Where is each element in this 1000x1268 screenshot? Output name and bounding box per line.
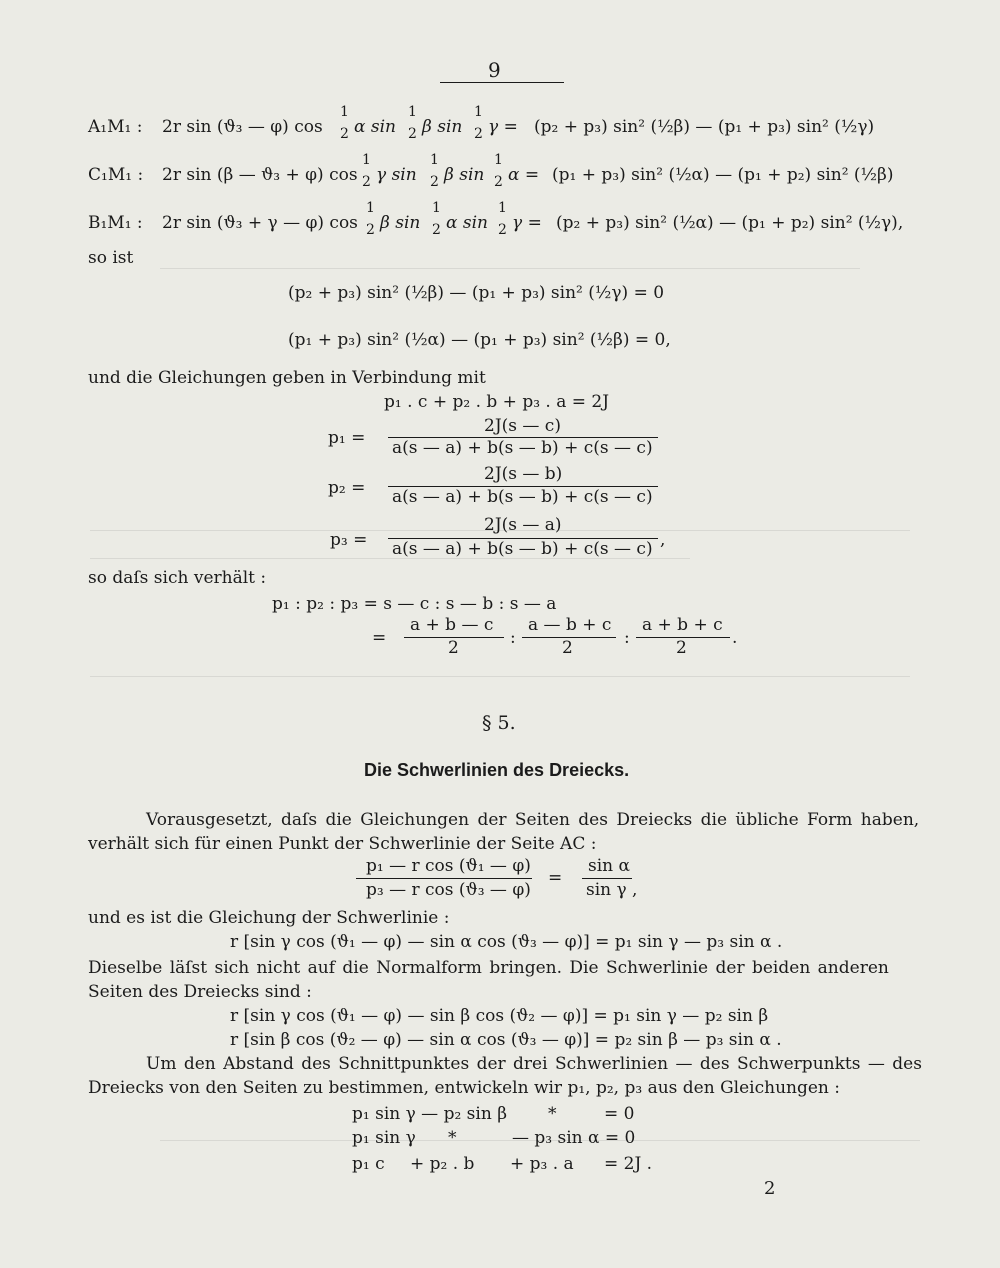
equation-schwerlinie-3: r [sin β cos (ϑ₂ — φ) — sin α cos (ϑ₃ — φ)] = p₂ sin β — p₃ sin α .: [230, 1030, 782, 1050]
eq-rhs: (p₂ + p₃) sin² (½α) — (p₁ + p₂) sin² (½γ),: [556, 213, 904, 233]
eq-term: β sin: [380, 213, 421, 233]
equation-schwerlinie: r [sin γ cos (ϑ₁ — φ) — sin α cos (ϑ₃ — φ)] = p₁ sin γ — p₃ sin α .: [230, 932, 783, 952]
signature-mark: 2: [764, 1178, 776, 1199]
eq-label: A₁M₁ :: [88, 117, 143, 137]
eq-lhs: p₂ =: [328, 478, 366, 498]
frac-den: 2: [408, 126, 417, 142]
eq-tail: .: [732, 628, 738, 648]
equation-schwerlinie-2: r [sin γ cos (ϑ₁ — φ) — sin β cos (ϑ₂ — φ)] = p₁ sin γ — p₂ sin β: [230, 1006, 769, 1026]
page-number: 9: [488, 58, 501, 82]
frac-num: 1: [362, 152, 371, 168]
frac-num: 1: [432, 200, 441, 216]
eq-lhs: p₃ =: [330, 530, 368, 550]
eq-term: β sin: [422, 117, 463, 137]
frac-den: 2: [430, 174, 439, 190]
system-term: + p₂ . b: [410, 1154, 475, 1174]
system-term: p₁ sin γ — p₂ sin β: [352, 1104, 508, 1124]
equation-zero-1: (p₂ + p₃) sin² (½β) — (p₁ + p₃) sin² (½γ) = 0: [288, 283, 665, 303]
ratio-colon: :: [624, 628, 630, 648]
eq-rhs: (p₂ + p₃) sin² (½β) — (p₁ + p₃) sin² (½γ): [534, 117, 875, 137]
fraction-bar: [582, 878, 632, 879]
eq-rhs: (p₁ + p₃) sin² (½α) — (p₁ + p₂) sin² (½β): [552, 165, 894, 185]
paragraph-line: Um den Abstand des Schnittpunktes der drei Schwerlinien — des Schwerpunkts — des: [146, 1054, 922, 1074]
frac-num: 1: [494, 152, 503, 168]
frac-num: 1: [340, 104, 349, 120]
text-und-es-ist: und es ist die Gleichung der Schwerlinie :: [88, 908, 450, 928]
text-so-dass: so daſs sich verhält :: [88, 568, 267, 588]
eq-lhs: 2r sin (β — ϑ₃ + φ) cos: [162, 165, 358, 185]
frac-den: 2: [432, 222, 441, 238]
system-term: p₁ sin γ: [352, 1128, 416, 1148]
frac-den: a(s — a) + b(s — b) + c(s — c): [392, 487, 653, 507]
fraction-bar: [356, 878, 532, 879]
frac-num: 1: [430, 152, 439, 168]
frac-den: a(s — a) + b(s — b) + c(s — c): [392, 438, 653, 458]
frac-num: 1: [408, 104, 417, 120]
paragraph-line: verhält sich für einen Punkt der Schwerlinie der Seite AC :: [88, 834, 597, 854]
eq-lhs: 2r sin (ϑ₃ — φ) cos: [162, 117, 323, 137]
eq-equals: =: [548, 868, 563, 888]
eq-equals: =: [372, 628, 387, 648]
frac-den: 2: [362, 174, 371, 190]
frac-num: 1: [498, 200, 507, 216]
system-term: = 2J .: [604, 1154, 653, 1174]
frac-num: a — b + c: [528, 615, 612, 635]
section-number: § 5.: [482, 712, 516, 734]
frac-den: 2: [366, 222, 375, 238]
system-term: = 0: [604, 1104, 635, 1124]
frac-den: 2: [676, 638, 687, 658]
paragraph-line: Dieselbe läſst sich nicht auf die Normalform bringen. Die Schwerlinie der beiden anderen: [88, 958, 889, 978]
eq-lhs: p₁ =: [328, 428, 366, 448]
eq-term: α sin: [446, 213, 488, 233]
frac-num: 1: [474, 104, 483, 120]
paragraph-line: Dreiecks von den Seiten zu bestimmen, entwickeln wir p₁, p₂, p₃ aus den Gleichungen :: [88, 1078, 840, 1098]
system-term: p₁ c: [352, 1154, 385, 1174]
frac-num: a + b + c: [642, 615, 723, 635]
eq-term: γ sin: [376, 165, 417, 185]
paragraph-line: Seiten des Dreiecks sind :: [88, 982, 312, 1002]
eq-label: C₁M₁ :: [88, 165, 144, 185]
eq-term: β sin: [444, 165, 485, 185]
equation-zero-2: (p₁ + p₃) sin² (½α) — (p₁ + p₃) sin² (½β) = 0,: [288, 330, 671, 350]
frac-den: 2: [498, 222, 507, 238]
page-number-rule: [440, 82, 564, 83]
paragraph-line: Vorausgesetzt, daſs die Gleichungen der Seiten des Dreiecks die übliche Form haben,: [146, 810, 920, 830]
text-so-ist: so ist: [88, 248, 134, 268]
eq-lhs: 2r sin (ϑ₃ + γ — φ) cos: [162, 213, 358, 233]
frac-den: 2: [494, 174, 503, 190]
system-term: + p₃ . a: [510, 1154, 574, 1174]
system-term: *: [548, 1104, 557, 1124]
system-term: — p₃ sin α = 0: [512, 1128, 636, 1148]
ratio-colon: :: [510, 628, 516, 648]
eq-term: α =: [508, 165, 540, 185]
eq-term: γ =: [512, 213, 542, 233]
frac-den: p₃ — r cos (ϑ₃ — φ): [366, 880, 531, 900]
section-heading: Die Schwerlinien des Dreiecks.: [364, 760, 630, 780]
frac-num: a + b — c: [410, 615, 494, 635]
frac-den: 2: [340, 126, 349, 142]
eq-term: γ =: [488, 117, 518, 137]
frac-den: 2: [474, 126, 483, 142]
frac-num: sin α: [588, 856, 630, 876]
frac-num: 1: [366, 200, 375, 216]
text-und-gleichungen: und die Gleichungen geben in Verbindung mit: [88, 368, 486, 388]
frac-num: 2J(s — c): [484, 416, 561, 436]
eq-label: B₁M₁ :: [88, 213, 143, 233]
frac-den: 2: [448, 638, 459, 658]
eq-tail: ,: [660, 530, 666, 550]
frac-den: a(s — a) + b(s — b) + c(s — c): [392, 539, 653, 559]
frac-num: 2J(s — a): [484, 515, 562, 535]
frac-den: sin γ: [586, 880, 627, 900]
equation-sum: p₁ . c + p₂ . b + p₃ . a = 2J: [384, 392, 610, 412]
frac-num: 2J(s — b): [484, 464, 563, 484]
system-term: *: [448, 1128, 457, 1148]
eq-term: α sin: [354, 117, 396, 137]
equation-ratio-1: p₁ : p₂ : p₃ = s — c : s — b : s — a: [272, 594, 557, 614]
eq-tail: ,: [632, 880, 638, 900]
frac-den: 2: [562, 638, 573, 658]
frac-num: p₁ — r cos (ϑ₁ — φ): [366, 856, 531, 876]
